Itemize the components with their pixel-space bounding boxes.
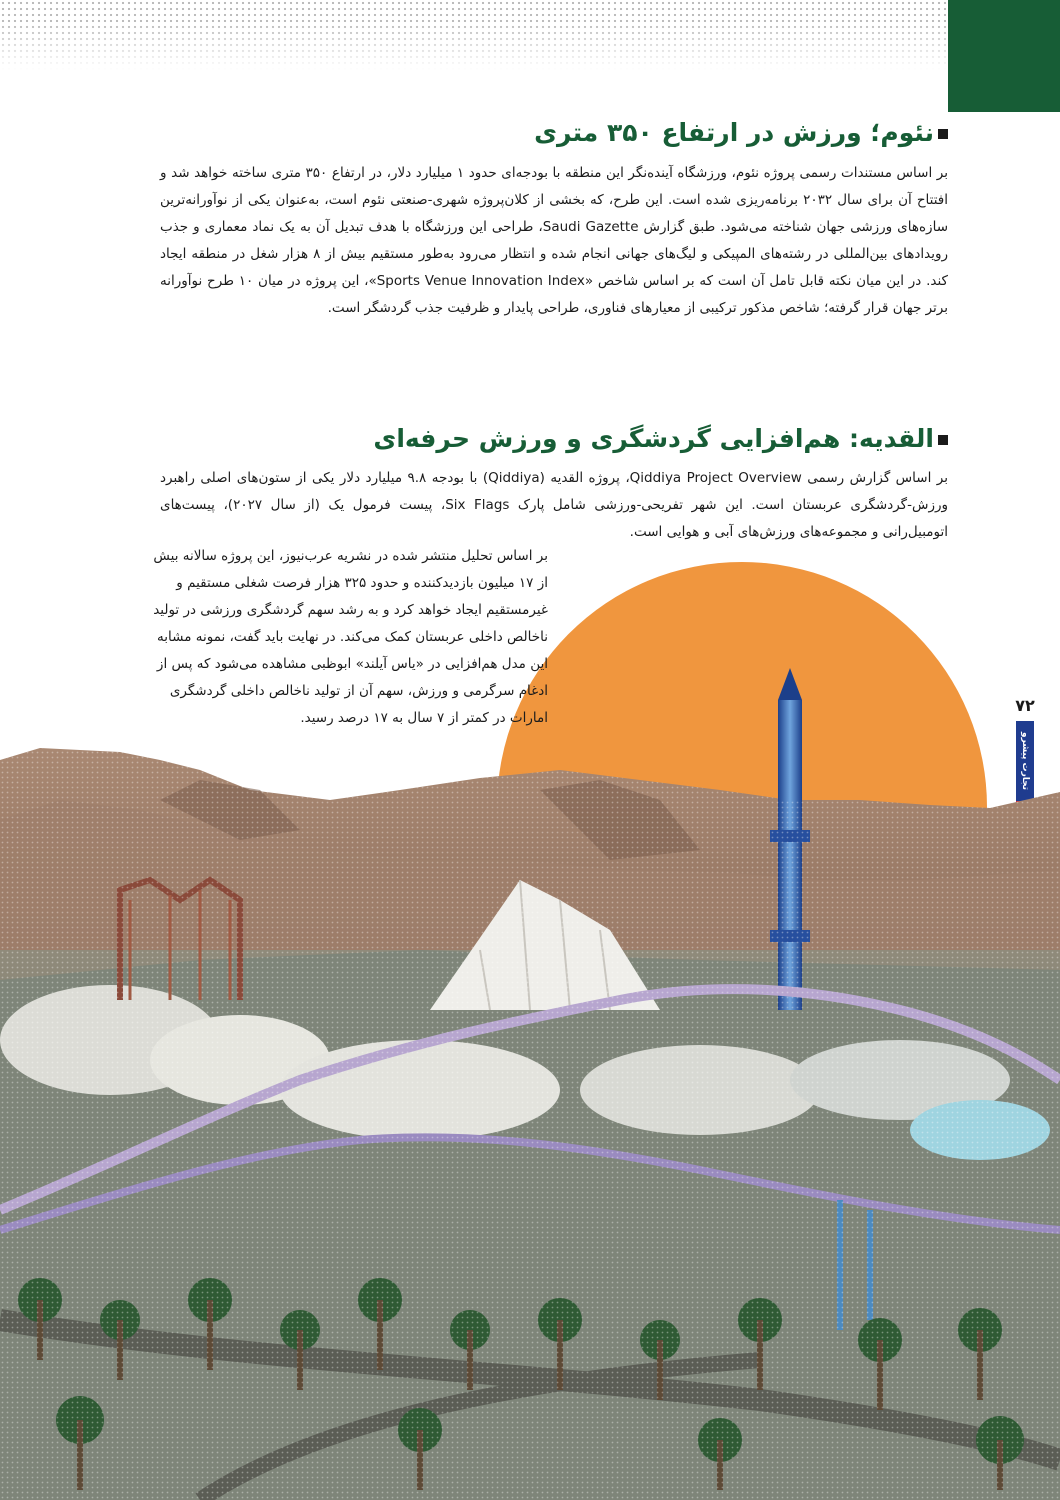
section2-paragraph2: بر اساس تحلیل منتشر شده در نشریه عرب‌نیوز، این پروژه سالانه بیش از ۱۷ میلیون بازدیدکننده و حدود ۳۲۵ هزار فرصت شغلی مستقیم و غیرمستقیم ایجاد خواهد کرد و به رشد سهم گردشگری ورزشی در تولید ناخالص داخلی عربستان کمک می‌کند. در نهایت باید گفت، نمونه مشابه این مدل هم‌افزایی در «یاس آیلند» ابوظبی مشاهده می‌شود که پس از ادغام سرگرمی و ورزش، سهم آن از تولید ناخالص داخلی گردشگری امارات در کمتر از ۷ سال به ۱۷ درصد رسید. xyxy=(153,548,548,726)
page-number: ۷۲ xyxy=(1015,696,1035,715)
section1-title: نئوم؛ ورزش در ارتفاع ۳۵۰ متری xyxy=(534,118,948,147)
section2-title: القدیه: هم‌افزایی گردشگری و ورزش حرفه‌ای xyxy=(373,424,948,453)
magazine-name: تجارت پیشرو xyxy=(1016,721,1034,811)
section1-paragraph: بر اساس مستندات رسمی پروژه نئوم، ورزشگاه آینده‌نگر این منطقه با بودجه‌ای حدود ۱ میلیارد دلار، در ارتفاع ۳۵۰ متری ساخته خواهد شد و افتتاح آن برای سال ۲۰۳۲ برنامه‌ریزی شده است. این طرح، که بخشی از کلان‌پروژه شهری-صنعتی نئوم است، به‌عنوان یکی از نوآورانه‌ترین سازه‌های ورزشی جهان شناخته می‌شود. طبق گزارش Saudi Gazette، طراحی این ورزشگاه با هدف تبدیل آن به یک نماد معماری و جذب رویدادهای بین‌المللی در رشته‌های المپیکی و لیگ‌های جهانی انجام شده و انتظار می‌رود به‌طور مستقیم بیش از ۸ هزار شغل در منطقه ایجاد کند. در این میان نکته قابل تامل آن است که بر اساس شاخص «Sports Venue Innovation Index»، این پروژه در میان ۱۰ طرح نوآورانه برتر جهان قرار گرفته؛ شاخص مذکور ترکیبی از معیارهای فناوری، طراحی پایدار و ظرفیت جذب گردشگر است. xyxy=(160,165,949,316)
section2-paragraph1: بر اساس گزارش رسمی Qiddiya Project Overview، پروژه القدیه (Qiddiya) با بودجه ۹.۸ میلیارد دلار یکی از ستون‌های اصلی راهبرد ورزش-گردشگری عربستان است. این شهر تفریحی-ورزشی شامل پارک Six Flags، پیست فرمول یک (از سال ۲۰۲۷)، پیست‌های اتومبیل‌رانی و مجموعه‌های ورزش‌های آبی و هوایی است. xyxy=(160,470,948,540)
